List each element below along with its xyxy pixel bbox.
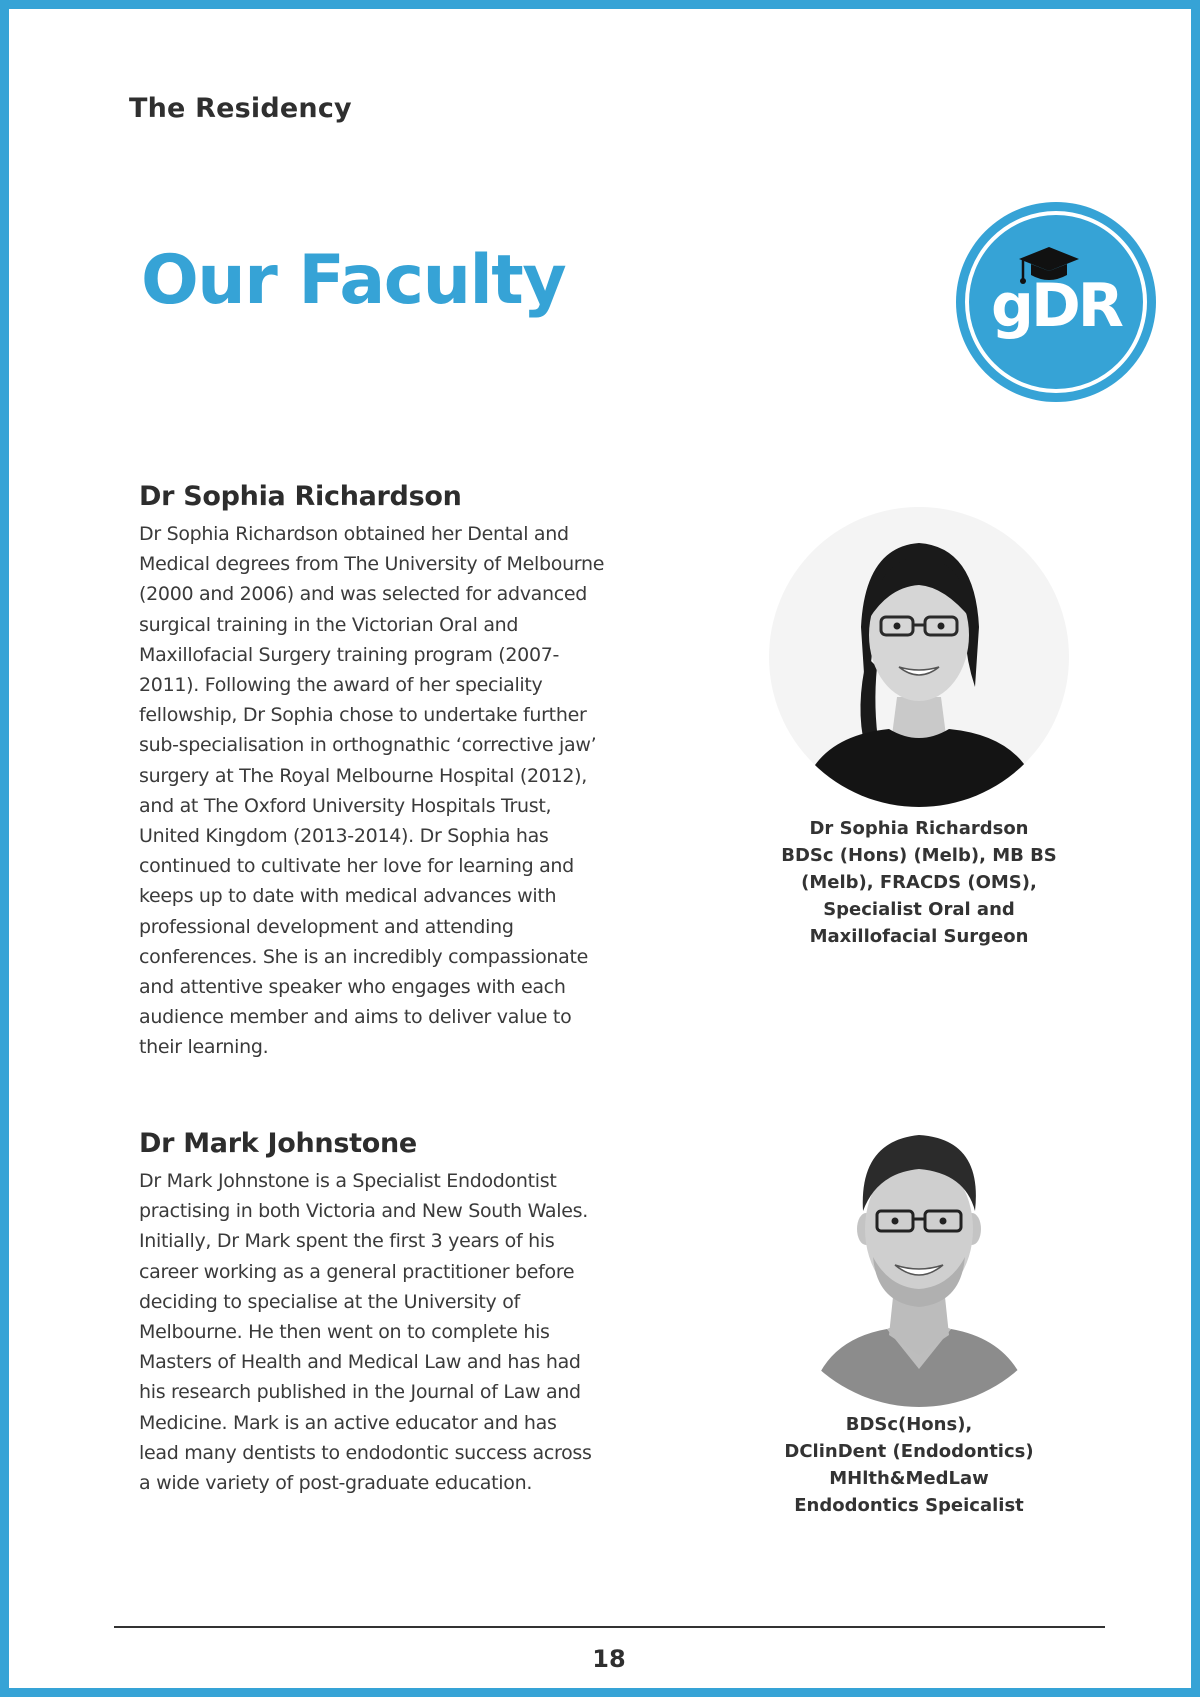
bio-line: continued to cultivate her love for learning and <box>139 855 574 878</box>
faculty-bio-text <box>139 519 639 1063</box>
caption-line: (Melb), FRACDS (OMS), <box>801 872 1037 893</box>
caption-line: Dr Sophia Richardson <box>809 818 1029 839</box>
caption-line: BDSc (Hons) (Melb), MB BS <box>781 845 1057 866</box>
faculty-bio-mark <box>139 1126 639 1498</box>
bio-line: lead many dentists to endodontic success across <box>139 1441 592 1464</box>
bio-line: and at The Oxford University Hospitals Trust, <box>139 794 552 817</box>
logo-text: gDR <box>991 271 1121 341</box>
caption-line: Specialist Oral and <box>823 899 1015 920</box>
portrait-caption-sophia <box>759 815 1079 950</box>
caption-line: BDSc(Hons), <box>845 1414 973 1435</box>
caption-line: Endodontics Speicalist <box>794 1495 1024 1516</box>
bio-line: Dr Sophia Richardson obtained her Dental and <box>139 523 569 545</box>
bio-line: United Kingdom (2013-2014). Dr Sophia has <box>139 825 549 848</box>
footer-divider <box>114 1626 1105 1628</box>
faculty-bio-sophia <box>139 479 639 1063</box>
bio-line: Masters of Health and Medical Law and has had <box>139 1351 581 1374</box>
faculty-name: Dr Sophia Richardson <box>139 481 462 512</box>
page-number: 18 <box>592 1645 626 1673</box>
bio-line: Medicine. Mark is an active educator and has <box>139 1411 557 1434</box>
bio-line: (2000 and 2006) and was selected for advanced <box>139 583 588 606</box>
bio-line: Maxillofacial Surgery training program (2007- <box>139 643 560 666</box>
bio-line: 2011). Following the award of her speciality <box>139 674 543 697</box>
bio-line: and attentive speaker who engages with each <box>139 976 566 999</box>
caption-line: DClinDent (Endodontics) <box>784 1441 1034 1462</box>
portrait-photo-sophia <box>769 507 1069 807</box>
bio-line: sub-specialisation in orthognathic ‘corrective jaw’ <box>139 734 597 757</box>
bio-line: audience member and aims to deliver value to <box>139 1006 572 1029</box>
bio-line: professional development and attending <box>139 915 514 938</box>
bio-line: his research published in the Journal of Law and <box>139 1381 581 1404</box>
bio-line: conferences. She is an incredibly compassionate <box>139 945 589 968</box>
bio-line: Medical degrees from The University of Melbourne <box>139 553 605 576</box>
running-header: The Residency <box>129 93 352 124</box>
faculty-bio-text <box>139 1166 639 1498</box>
faculty-name: Dr Mark Johnstone <box>139 1128 417 1159</box>
bio-line: Dr Mark Johnstone is a Specialist Endodontist <box>139 1170 557 1192</box>
gdr-logo <box>953 199 1159 405</box>
bio-line: deciding to specialise at the University of <box>139 1290 520 1313</box>
bio-line: fellowship, Dr Sophia chose to undertake further <box>139 704 587 727</box>
bio-line: surgical training in the Victorian Oral and <box>139 613 519 636</box>
bio-line: Initially, Dr Mark spent the first 3 years of his <box>139 1230 555 1253</box>
bio-line: practising in both Victoria and New South Wales. <box>139 1200 588 1223</box>
bio-line: Melbourne. He then went on to complete his <box>139 1321 550 1344</box>
bio-line: surgery at The Royal Melbourne Hospital (2012), <box>139 764 587 787</box>
bio-line: their learning. <box>139 1036 269 1059</box>
bio-line: a wide variety of post-graduate education. <box>139 1472 533 1495</box>
caption-line: Maxillofacial Surgeon <box>809 926 1029 947</box>
bio-line: keeps up to date with medical advances with <box>139 885 557 908</box>
portrait-caption-mark <box>749 1411 1069 1519</box>
page-title: Our Faculty <box>141 241 566 320</box>
bio-line: career working as a general practitioner before <box>139 1260 575 1283</box>
portrait-photo-mark <box>769 1107 1069 1407</box>
caption-line: MHlth&MedLaw <box>829 1468 989 1489</box>
